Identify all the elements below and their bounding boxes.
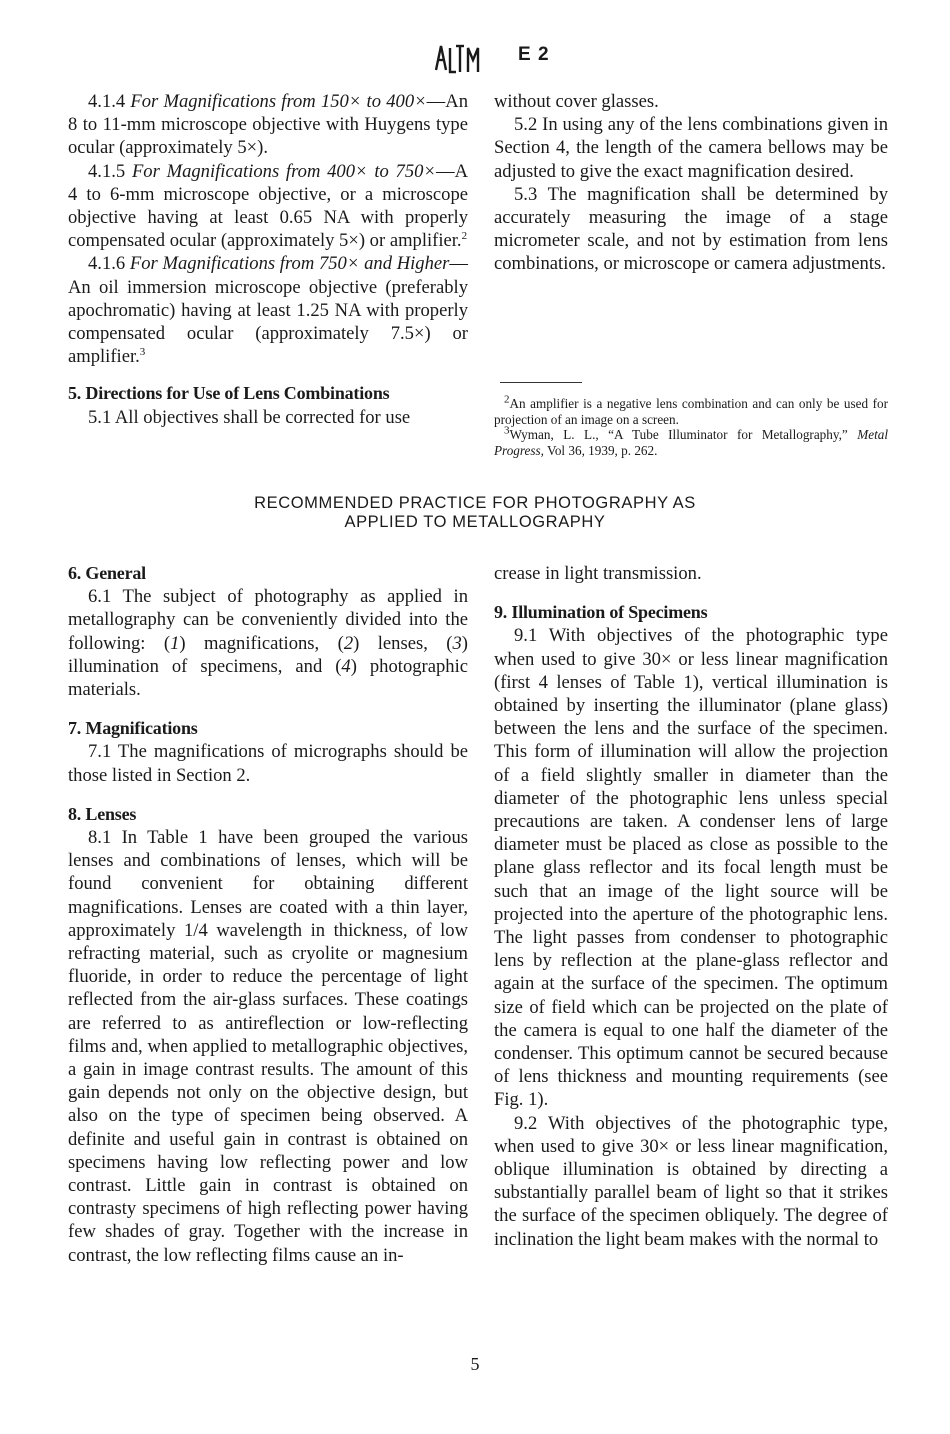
- paragraph-4-1-4: 4.1.4 For Magnifications from 150× to 400×—An 8 to 11-mm microscope objective with Huygens type ocular (approximately 5×).: [68, 91, 468, 159]
- section-6-heading: 6. General: [68, 563, 146, 583]
- recommended-practice-title: [150, 494, 800, 532]
- paragraph-9-2: 9.2 With objectives of the photographic type, when used to give 30× or less linear magnification, oblique illumination is obtained by directing a substantially parallel beam of light so that it strikes the surface of the specimen obliquely. The degree of inclination the light beam makes with the normal to: [494, 1112, 888, 1250]
- paragraph-5-2: 5.2 In using any of the lens combinations given in Section 4, the length of the camera bellows may be adjusted to give the exact magnification desired.: [494, 114, 888, 182]
- footnote-ref-2: 2: [461, 230, 468, 243]
- bottom-right-column: [494, 562, 888, 1251]
- section-8-heading: 8. Lenses: [68, 803, 137, 824]
- page-header: [430, 40, 570, 80]
- fraction-quarter: 1/4: [183, 919, 208, 941]
- footnote-3: $^3$Wyman, L. L., “A Tube Illuminator for Metallography,” Metal Progress, Vol 36, 1939, p. 262.: [494, 424, 889, 458]
- paragraph-4-1-5: 4.1.5 For Magnifications from 400× to 750×—A 4 to 6-mm microscope objective, or a microscope objective having at least 0.65 NA with properly compensated ocular (approximately 5×) or amplifier.$^2$: [68, 160, 469, 252]
- paragraph-5-1: 5.1 All objectives shall be corrected for use: [88, 406, 411, 428]
- footnote-divider: [500, 382, 582, 383]
- paragraph-9-1: 9.1 With objectives of the photographic type when used to give 30× or less linear magnification (first 4 lenses of Table 1), vertical illumination is obtained by inserting the illuminator (plane glass) between the lens and the surface of the specimen. This form of illumination will allow the projection of a field slightly smaller in diameter than the diameter of the photographic lens unless special precautions are taken. A condenser lens of large diameter must be placed as close as possible to the plane glass reflector and its focal length must be such that an image of the light source will be projected into the aperture of the photographic lens. The light passes from condenser to photographic lens by reflection at the plane-glass reflector and again at the surface of the specimen. The optimum size of field which can be projected on the plate of the camera is equal to one half the diameter of the condenser. This optimum cannot be secured because of lens thickness and mounting requirements (see Fig. 1).: [494, 625, 888, 1111]
- paragraph-8-1: 8.1 In Table 1 have been grouped the various lenses and combinations of lenses, which will be found convenient for obtaining different magnifications. Lenses are coated with a thin layer, approximately 1/4 wavelength in thickness, of low refracting material, such as cryolite or magnesium fluoride, in order to reduce the percentage of light reflected from the air-glass surfaces. These coatings are referred to as antireflection or low-reflecting films and, when applied to metallographic objectives, a gain in image contrast results. The amount of this gain depends not only on the objective design, but also on the type of specimen being observed. A definite and useful gain in contrast is obtained on specimens having low reflecting power and low contrast. Little gain in contrast is obtained on contrasty specimens of high reflecting power having few shades of gray. Together with the increase in contrast, the low reflecting films cause an in-: [68, 827, 468, 1266]
- footnote-2: $^2$An amplifier is a negative lens combination and can only be used for projection of an image on a screen.: [494, 393, 888, 427]
- paragraph-continuation-8: crease in light transmission.: [494, 563, 702, 584]
- page-number: 5: [470, 1354, 480, 1374]
- top-right-column: [494, 90, 888, 276]
- paragraph-7-1: 7.1 The magnifications of micrographs should be those listed in Section 2.: [68, 741, 468, 786]
- section-9-heading: 9. Illumination of Specimens: [494, 602, 708, 623]
- bottom-left-column: [68, 562, 468, 1267]
- footnotes: [494, 393, 889, 458]
- top-left-column: [68, 90, 468, 429]
- paragraph-continuation: without cover glasses.: [494, 91, 659, 112]
- paragraph-5-3: 5.3 The magnification shall be determined by accurately measuring the image of a stage micrometer scale, and not by estimation from lens combinations, or microscope or camera adjustments.: [494, 183, 888, 275]
- paragraph-6-1: 6.1 The subject of photography as applied in metallography can be conveniently divided into the following: (1) magnifications, (2) lenses, (3) illumination of specimens, and (4) photographic materials.: [68, 586, 468, 701]
- section-5-heading: 5. Directions for Use of Lens Combinations: [68, 383, 390, 404]
- title-line-1: RECOMMENDED PRACTICE FOR PHOTOGRAPHY AS: [254, 494, 696, 512]
- paragraph-4-1-6: 4.1.6 For Magnifications from 750× and Higher—An oil immersion microscope objective (preferably apochromatic) having at least 1.25 NA with properly compensated ocular (approximately 7.5×) or amplifier.$^3$: [68, 253, 468, 368]
- standard-designation: E 2: [518, 44, 550, 65]
- footnote-ref-3: 3: [139, 346, 146, 359]
- section-7-heading: 7. Magnifications: [68, 718, 198, 739]
- astm-logo-icon: [430, 40, 490, 80]
- title-line-2: APPLIED TO METALLOGRAPHY: [344, 513, 606, 531]
